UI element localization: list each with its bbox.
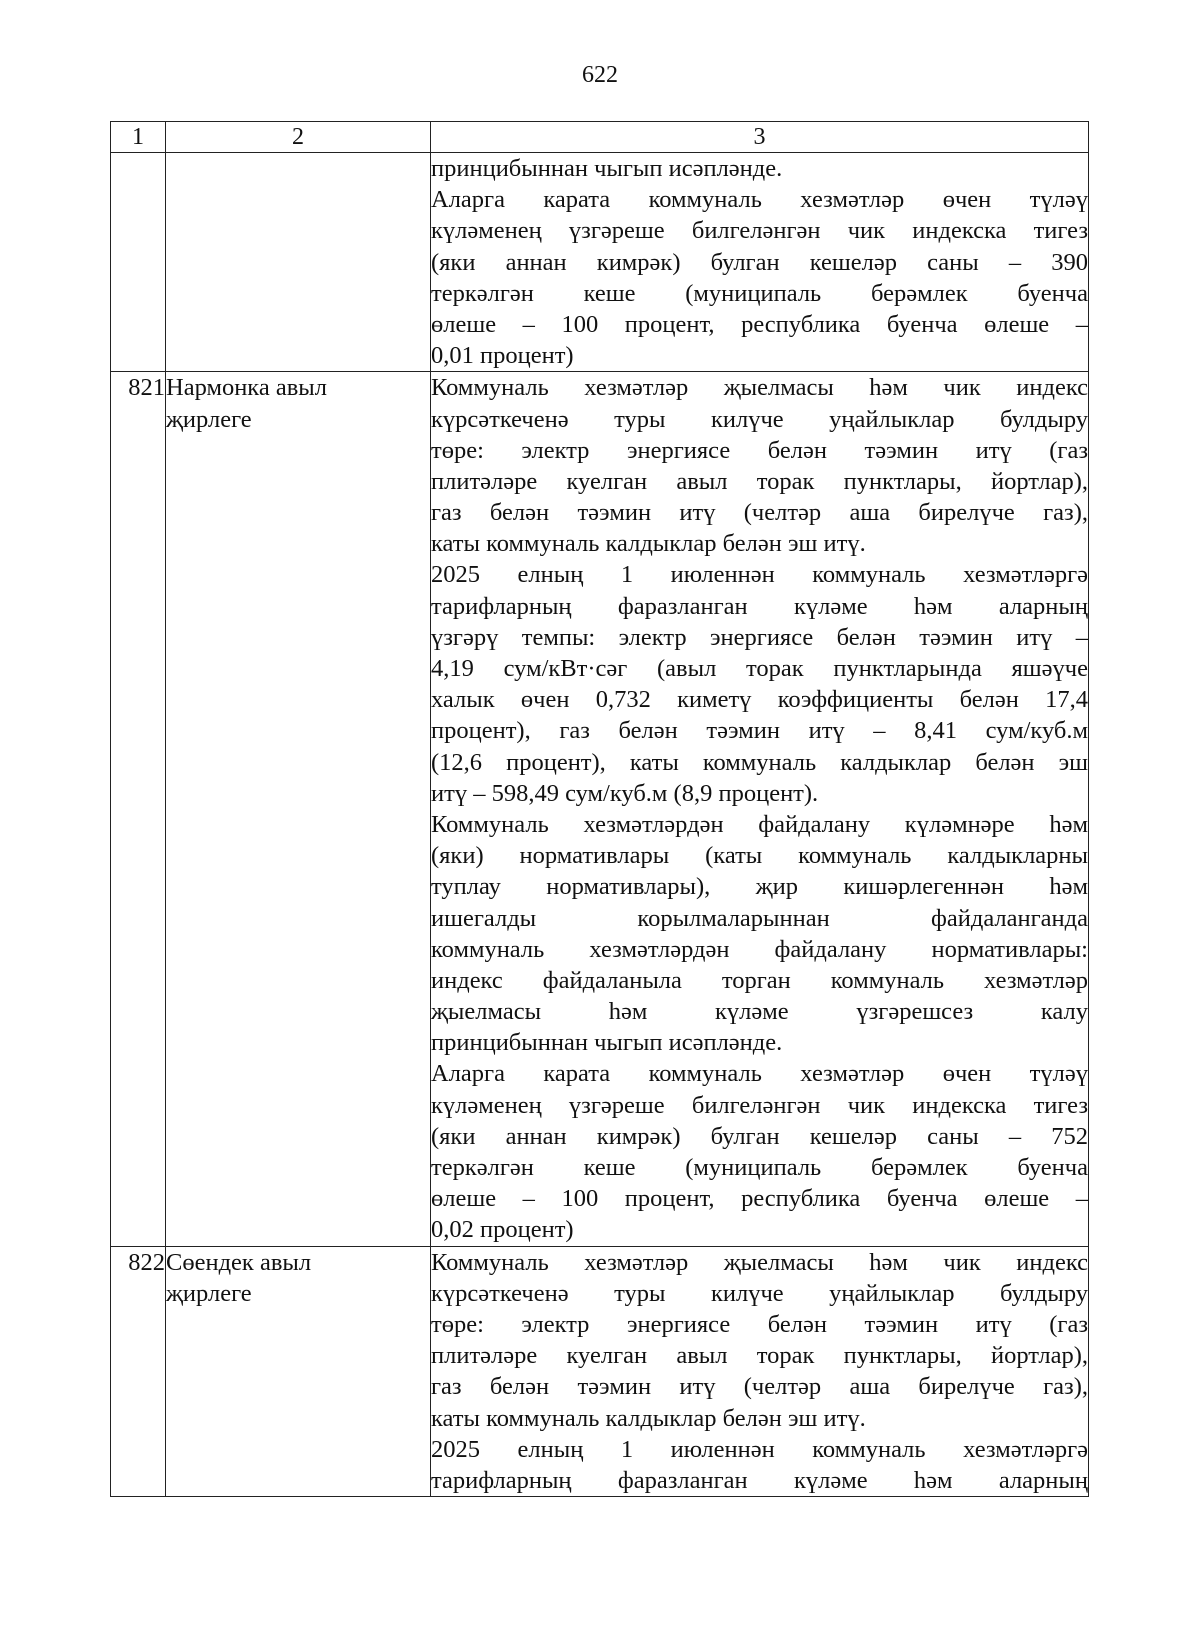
header-col-1: 1 <box>111 122 166 153</box>
text-line: 2025 елның 1 июленнән коммуналь хезмәтләргә <box>431 561 1088 589</box>
text-line: туплау нормативлары), җир кишәрлегеннән һәм <box>431 873 1088 901</box>
text-line: төре: электр энергиясе белән тәэмин итү (газ <box>431 1310 1088 1338</box>
text-line: газ белән тәэмин итү (челтәр аша бирелүче газ), <box>431 499 1088 527</box>
settlement-name-line: Сөендек авыл <box>166 1248 312 1276</box>
text-line: 2025 елның 1 июленнән коммуналь хезмәтләргә <box>431 1435 1088 1463</box>
table-row <box>111 372 1089 1246</box>
table-row <box>111 1246 1089 1497</box>
row-number: 821 <box>111 372 166 1246</box>
text-line: Коммуналь хезмәтләр җыелмасы һәм чик индекс <box>431 374 1088 402</box>
text-line: 4,19 сум/кВт·сәг (авыл торак пунктларында яшәүче <box>431 655 1088 682</box>
text-line: (яки) нормативлары (каты коммуналь калдыкларны <box>431 842 1088 870</box>
text-line: 0,02 процент) <box>431 1216 574 1244</box>
text-line: теркәлгән кеше (муниципаль берәмлек буенча <box>431 1154 1088 1181</box>
text-line: принцибыннан чыгып исәпләнде. <box>431 155 783 182</box>
text-line: күрсәткеченә туры килүче уңайлыклар булдыру <box>431 1279 1088 1307</box>
row-number <box>111 153 166 372</box>
header-col-2: 2 <box>166 122 431 153</box>
text-line: ишегалды корылмаларыннан файдаланганда <box>431 904 1088 932</box>
text-line: өлеше – 100 процент, республика буенча өлеше – <box>431 310 1088 338</box>
description-cell <box>431 153 1089 372</box>
text-line: газ белән тәэмин итү (челтәр аша бирелүче газ), <box>431 1373 1088 1401</box>
text-line: плитәләре куелган авыл торак пунктлары, йортлар), <box>431 1342 1088 1370</box>
text-line: итү – 598,49 сум/куб.м (8,9 процент). <box>431 779 819 807</box>
description-cell <box>431 1246 1089 1497</box>
text-line: индекс файдаланыла торган коммуналь хезмәтләр <box>431 966 1088 994</box>
text-line: күләменең үзгәреше билгеләнгән чик индекска тигез <box>431 1091 1088 1119</box>
text-line: күләменең үзгәреше билгеләнгән чик индекска тигез <box>431 217 1088 245</box>
text-line: төре: электр энергиясе белән тәэмин итү (газ <box>431 436 1088 464</box>
text-line: каты коммуналь калдыклар белән эш итү. <box>431 1404 866 1432</box>
settlement-name-cell <box>166 372 431 1246</box>
description-cell <box>431 372 1089 1246</box>
text-line: өлеше – 100 процент, республика буенча өлеше – <box>431 1185 1088 1213</box>
settlement-name-line: җирлеге <box>166 1279 252 1307</box>
settlement-name-cell <box>166 1246 431 1497</box>
text-line: теркәлгән кеше (муниципаль берәмлек буенча <box>431 279 1088 307</box>
text-line: Коммуналь хезмәтләрдән файдалану күләмнәре һәм <box>431 810 1088 838</box>
settlement-name-line: Нармонка авыл <box>166 374 327 402</box>
text-line: принцибыннан чыгып исәпләнде. <box>431 1029 783 1057</box>
text-line: плитәләре куелган авыл торак пунктлары, йортлар), <box>431 467 1088 495</box>
row-number: 822 <box>111 1246 166 1497</box>
table-row <box>111 153 1089 372</box>
header-col-3: 3 <box>431 122 1089 153</box>
text-line: коммуналь хезмәтләрдән файдалану нормативлары: <box>431 935 1088 963</box>
text-line: халык өчен 0,732 киметү коэффициенты белән 17,4 <box>431 686 1088 714</box>
text-line: Коммуналь хезмәтләр җыелмасы һәм чик индекс <box>431 1248 1088 1276</box>
text-line: (яки аннан кимрәк) булган кешеләр саны – 752 <box>431 1122 1088 1150</box>
text-line: (12,6 процент), каты коммуналь калдыклар белән эш <box>431 748 1088 776</box>
text-line: үзгәрү темпы: электр энергиясе белән тәэмин итү – <box>431 623 1088 651</box>
table-header-row <box>111 122 1089 153</box>
text-line: (яки аннан кимрәк) булган кешеләр саны – 390 <box>431 248 1088 276</box>
text-line: каты коммуналь калдыклар белән эш итү. <box>431 530 866 558</box>
page-number: 622 <box>582 62 618 88</box>
text-line: 0,01 процент) <box>431 342 574 370</box>
text-line: җыелмасы һәм күләме үзгәрешсез калу <box>431 998 1088 1026</box>
text-line: Аларга карата коммуналь хезмәтләр өчен түләү <box>431 1060 1088 1088</box>
text-line: күрсәткеченә туры килүче уңайлыклар булдыру <box>431 405 1088 433</box>
text-line: тарифларның фаразланган күләме һәм аларның <box>431 1466 1088 1494</box>
text-line: процент), газ белән тәэмин итү – 8,41 сум/куб.м <box>431 717 1088 745</box>
text-line: Аларга карата коммуналь хезмәтләр өчен түләү <box>431 186 1088 214</box>
document-table <box>110 121 1089 1497</box>
settlement-name-cell <box>166 153 431 372</box>
text-line: тарифларның фаразланган күләме һәм аларның <box>431 592 1088 620</box>
settlement-name-line: җирлеге <box>166 405 252 433</box>
